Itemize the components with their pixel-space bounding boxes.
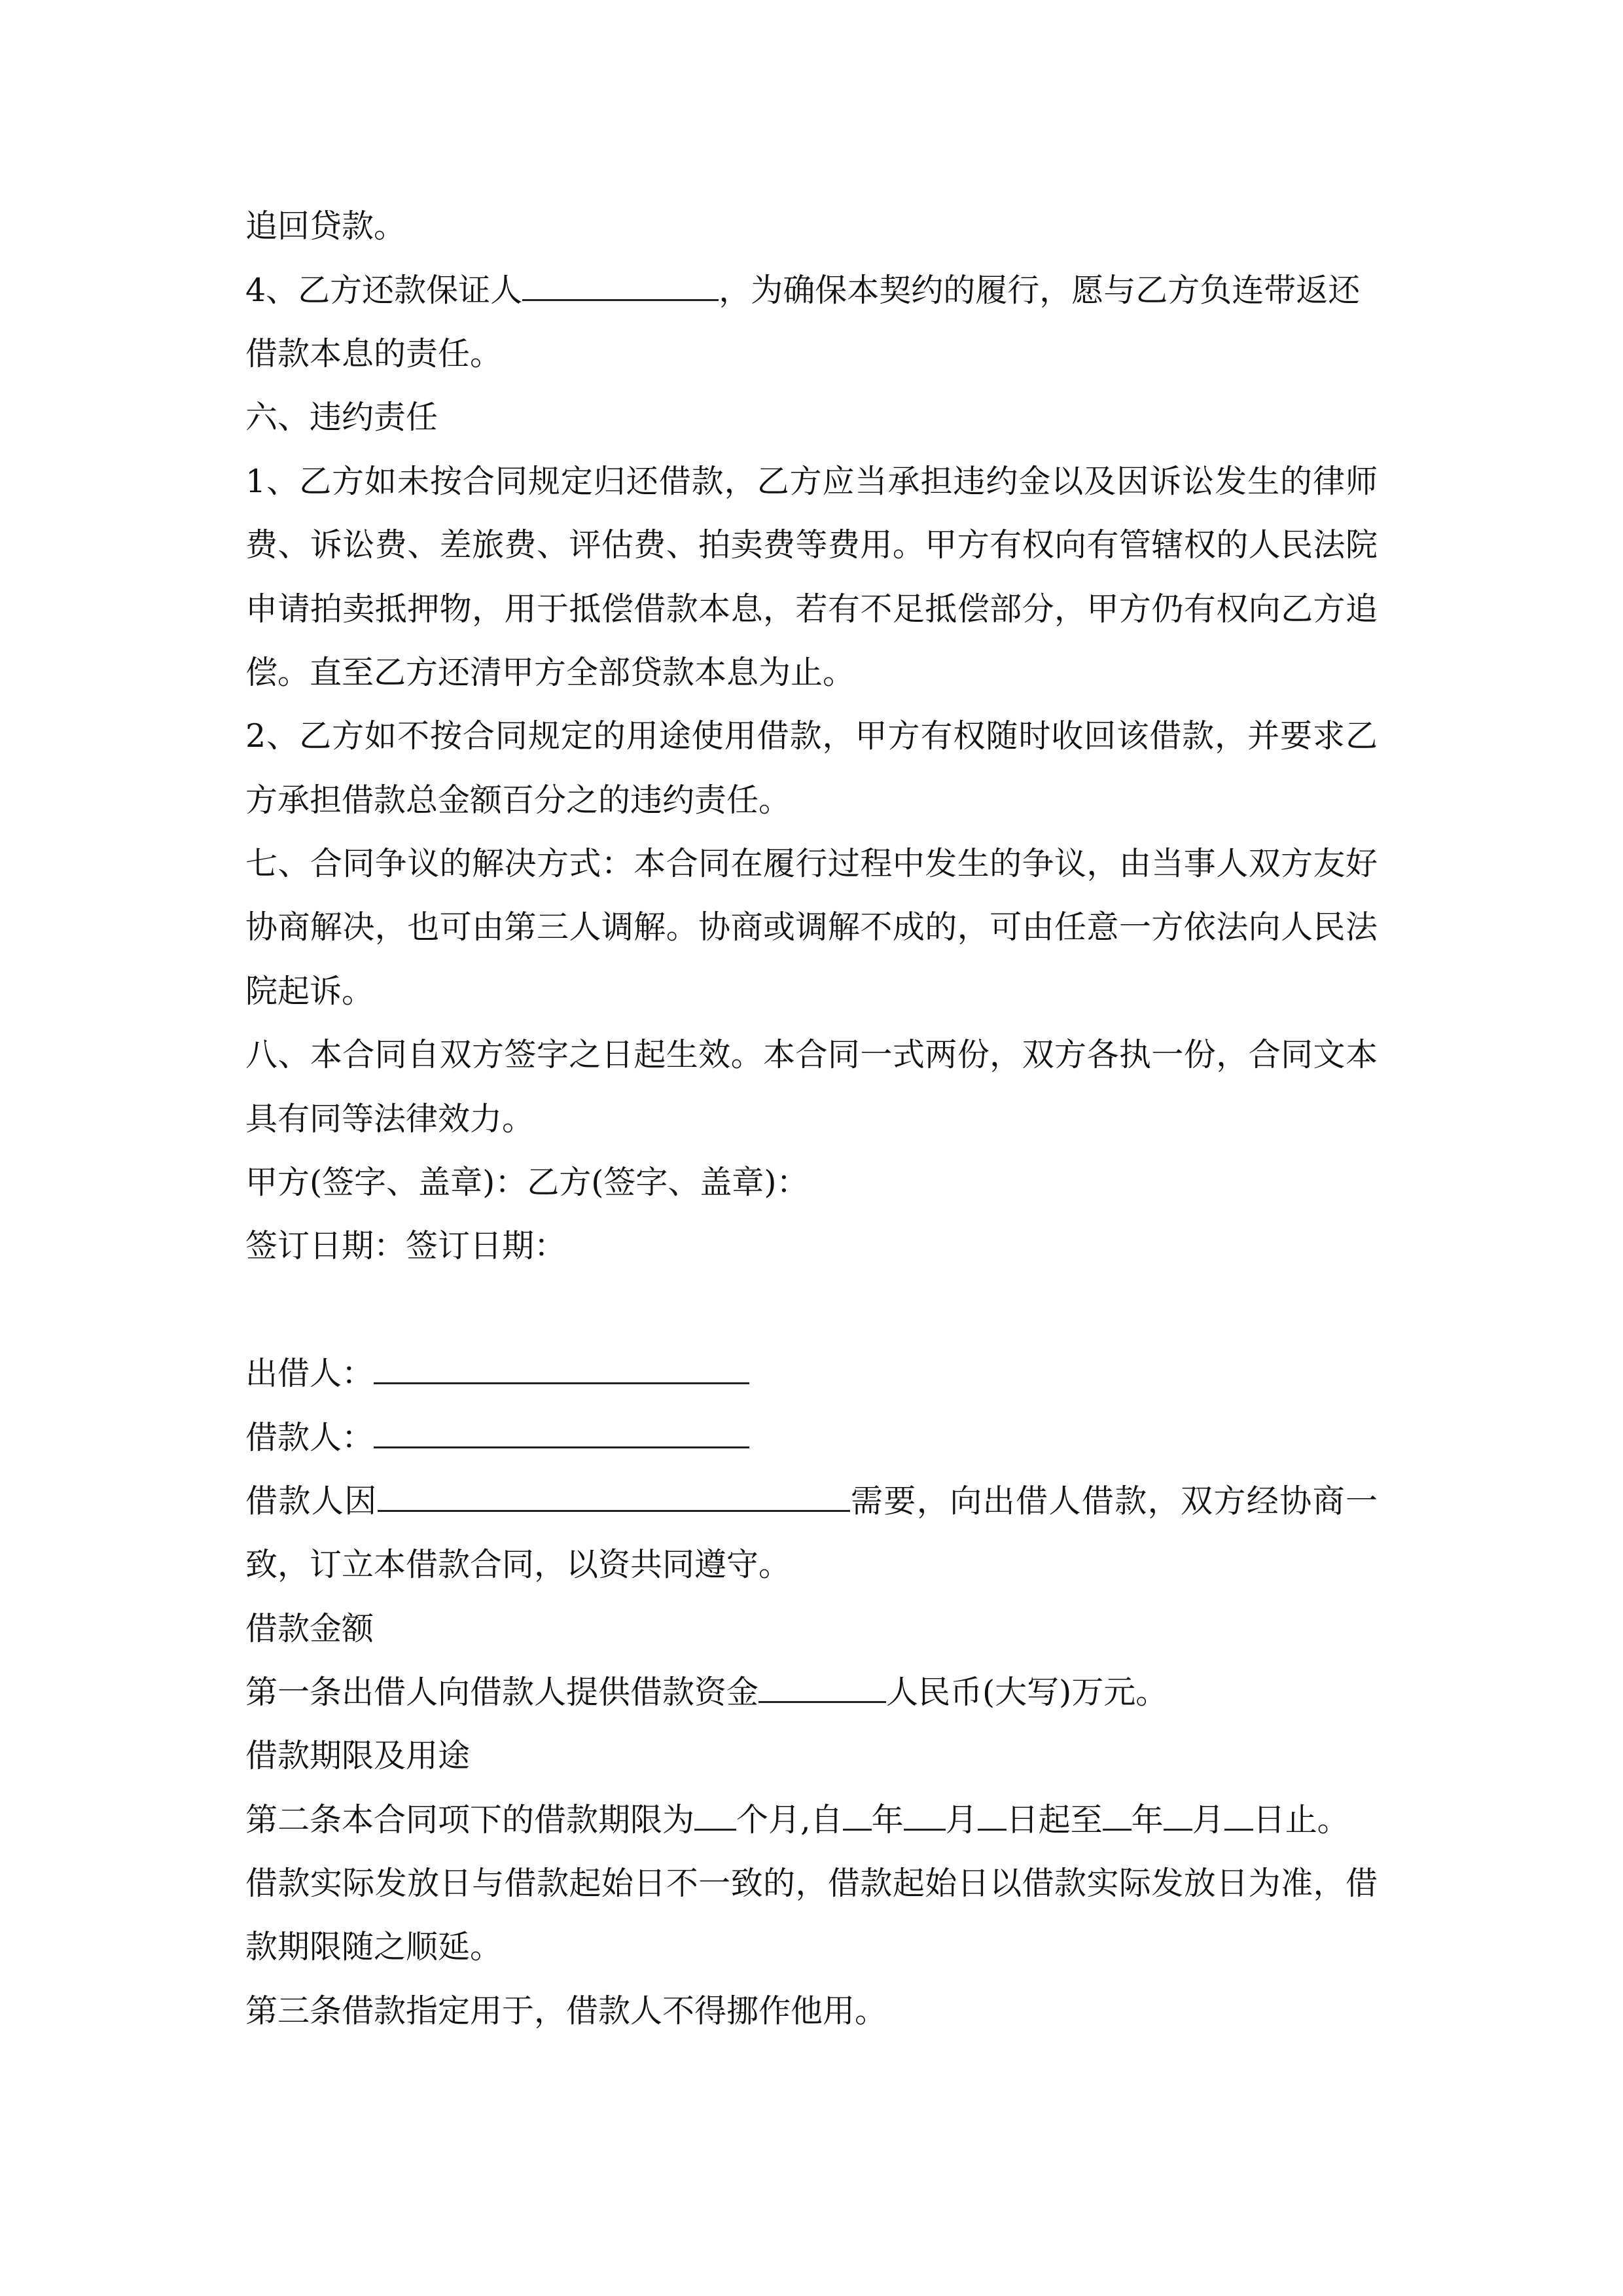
text: 人民币(大写)万元。 (886, 1674, 1168, 1711)
text-line: 偿。直至乙方还清甲方全部贷款本息为止。 (245, 654, 855, 691)
months-blank[interactable] (694, 1789, 736, 1831)
text: 4、乙方还款保证人 (245, 272, 523, 309)
guarantor-clause (245, 259, 1378, 323)
text: 日起至 (1006, 1801, 1103, 1839)
text-line: 款期限随之顺延。 (245, 1928, 503, 1965)
borrower-label: 借款人： (245, 1419, 374, 1456)
end-year-blank[interactable] (1103, 1789, 1132, 1831)
start-year-blank[interactable] (843, 1789, 872, 1831)
date-line: 签订日期：签订日期： (245, 1227, 567, 1265)
text: 需要，向出借人借款，双方经协商一 (849, 1482, 1378, 1520)
text-line: 费、诉讼费、差旅费、评估费、拍卖费等费用。甲方有权向有管辖权的人民法院 (245, 526, 1378, 564)
text-line: 方承担借款总金额百分之的违约责任。 (245, 781, 791, 819)
text: 年 (1131, 1801, 1164, 1839)
end-day-blank[interactable] (1224, 1789, 1253, 1831)
lender-blank[interactable] (374, 1343, 749, 1384)
text-line: 八、本合同自双方签字之日起生效。本合同一式两份，双方各执一份，合同文本 (245, 1036, 1378, 1073)
text: 日止。 (1253, 1801, 1349, 1839)
borrower-blank[interactable] (374, 1407, 749, 1448)
article-two (245, 1788, 1378, 1852)
text-line: 致，订立本借款合同，以资共同遵守。 (245, 1546, 791, 1583)
guarantor-blank[interactable] (522, 260, 719, 301)
text-line: 院起诉。 (245, 973, 374, 1010)
text-line: 借款实际发放日与借款起始日不一致的，借款起始日以借款实际发放日为准，借 (245, 1865, 1378, 1902)
text-line: 具有同等法律效力。 (245, 1100, 535, 1138)
text-line: 协商解决，也可由第三人调解。协商或调解不成的，可由任意一方依法向人民法 (245, 908, 1378, 946)
text-line: 七、合同争议的解决方式：本合同在履行过程中发生的争议，由当事人双方友好 (245, 845, 1378, 882)
text: 第二条本合同项下的借款期限为 (245, 1801, 695, 1839)
text-line: 借款本息的责任。 (245, 335, 503, 372)
start-day-blank[interactable] (978, 1789, 1007, 1831)
text: 借款人因 (245, 1482, 378, 1520)
text: 月 (1192, 1801, 1224, 1839)
amount-blank[interactable] (758, 1662, 886, 1703)
text-line: 2、乙方如不按合同规定的用途使用借款，甲方有权随时收回该借款，并要求乙 (245, 717, 1378, 755)
start-month-blank[interactable] (904, 1789, 946, 1831)
signature-line: 甲方(签字、盖章)：乙方(签字、盖章)： (245, 1164, 809, 1201)
purpose-blank[interactable] (378, 1471, 850, 1512)
section-heading: 借款金额 (245, 1610, 374, 1647)
text-line: 申请拍卖抵押物，用于抵偿借款本息，若有不足抵偿部分，甲方仍有权向乙方追 (245, 590, 1378, 628)
purpose-line (245, 1469, 1378, 1534)
text: ，为确保本契约的履行，愿与乙方负连带返还 (719, 272, 1361, 309)
end-month-blank[interactable] (1164, 1789, 1192, 1831)
section-heading: 借款期限及用途 (245, 1737, 471, 1774)
lender-line (245, 1342, 1378, 1406)
article-one (245, 1660, 1378, 1725)
text-line: 追回贷款。 (245, 207, 406, 245)
article-three: 第三条借款指定用于，借款人不得挪作他用。 (245, 1992, 887, 2030)
text: 个月,自 (736, 1801, 843, 1839)
text: 年 (871, 1801, 904, 1839)
section-heading: 六、违约责任 (245, 399, 438, 436)
lender-label: 出借人： (245, 1355, 374, 1392)
text-line: 1、乙方如未按合同规定归还借款，乙方应当承担违约金以及因诉讼发生的律师 (245, 463, 1378, 500)
text: 第一条出借人向借款人提供借款资金 (245, 1674, 759, 1711)
borrower-line (245, 1406, 1378, 1470)
text: 月 (945, 1801, 978, 1839)
